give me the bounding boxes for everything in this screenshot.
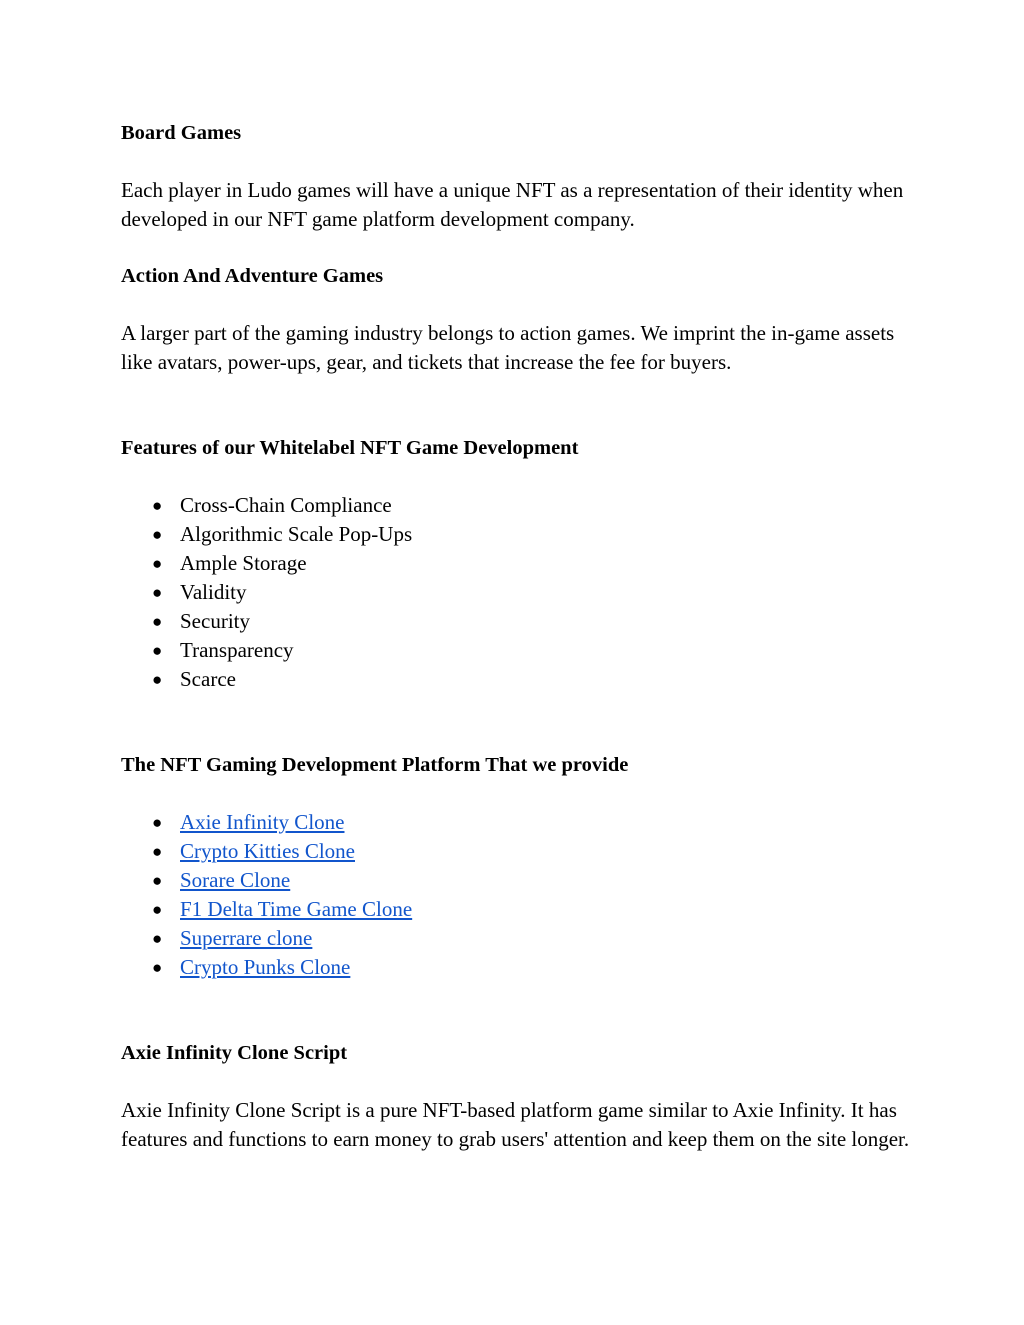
list-item xyxy=(121,520,911,549)
heading-action-adventure: Action And Adventure Games xyxy=(121,265,384,287)
bullet-icon: ● xyxy=(152,670,163,689)
list-item xyxy=(121,837,911,866)
heading-platforms: The NFT Gaming Development Platform That we provide xyxy=(121,754,629,776)
link-axie-infinity-clone[interactable]: Axie Infinity Clone xyxy=(180,810,345,834)
bullet-icon: ● xyxy=(152,583,163,602)
feature-item-label: Ample Storage xyxy=(180,551,307,575)
list-item xyxy=(121,895,911,924)
bullet-icon: ● xyxy=(152,813,163,832)
heading-features: Features of our Whitelabel NFT Game Development xyxy=(121,437,579,459)
platforms-list xyxy=(121,808,911,982)
heading-board-games: Board Games xyxy=(121,122,242,144)
list-item xyxy=(121,665,911,694)
bullet-icon: ● xyxy=(152,496,163,515)
list-item xyxy=(121,953,911,982)
document-page xyxy=(121,119,911,1154)
bullet-icon: ● xyxy=(152,525,163,544)
paragraph-board-games: Each player in Ludo games will have a unique NFT as a representation of their identity when developed in our NFT game platform development company. xyxy=(121,178,904,231)
feature-item-label: Algorithmic Scale Pop-Ups xyxy=(180,522,413,546)
list-item xyxy=(121,924,911,953)
link-sorare-clone[interactable]: Sorare Clone xyxy=(180,868,291,892)
link-f1-delta-time-game-clone[interactable]: F1 Delta Time Game Clone xyxy=(180,897,413,921)
bullet-icon: ● xyxy=(152,871,163,890)
features-list xyxy=(121,491,911,694)
list-item xyxy=(121,636,911,665)
bullet-icon: ● xyxy=(152,842,163,861)
list-item xyxy=(121,607,911,636)
list-item xyxy=(121,491,911,520)
heading-axie-script: Axie Infinity Clone Script xyxy=(121,1042,348,1064)
link-crypto-kitties-clone[interactable]: Crypto Kitties Clone xyxy=(180,839,355,863)
feature-item-label: Transparency xyxy=(180,638,294,662)
feature-item-label: Validity xyxy=(180,580,247,604)
bullet-icon: ● xyxy=(152,641,163,660)
link-superrare-clone[interactable]: Superrare clone xyxy=(180,926,313,950)
list-item xyxy=(121,866,911,895)
feature-item-label: Cross-Chain Compliance xyxy=(180,493,392,517)
paragraph-axie-script: Axie Infinity Clone Script is a pure NFT-based platform game similar to Axie Infinity. It has features and functions to earn money to grab users' attention and keep them on the site longer. xyxy=(121,1098,910,1151)
feature-item-label: Security xyxy=(180,609,250,633)
list-item xyxy=(121,808,911,837)
bullet-icon: ● xyxy=(152,958,163,977)
list-item xyxy=(121,549,911,578)
bullet-icon: ● xyxy=(152,612,163,631)
paragraph-action-adventure: A larger part of the gaming industry belongs to action games. We imprint the in-game assets like avatars, power-ups, gear, and tickets that increase the fee for buyers. xyxy=(121,321,895,374)
bullet-icon: ● xyxy=(152,929,163,948)
bullet-icon: ● xyxy=(152,900,163,919)
feature-item-label: Scarce xyxy=(180,667,236,691)
list-item xyxy=(121,578,911,607)
bullet-icon: ● xyxy=(152,554,163,573)
link-crypto-punks-clone[interactable]: Crypto Punks Clone xyxy=(180,955,351,979)
